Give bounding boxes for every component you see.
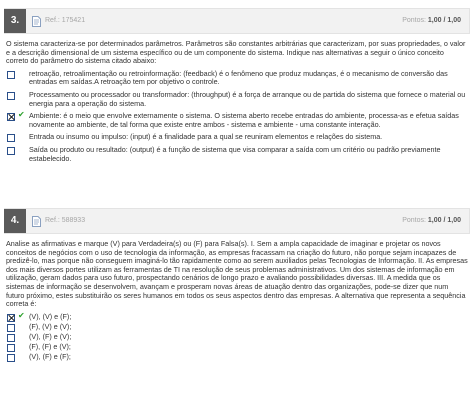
points-earned: 1,00 [427,216,442,224]
option-text: retroação, retroalimentação ou retroinformação: (feedback) é o fenômeno que produz mudanças, é o mecanismo de conversão das entradas em saídas.A retroação tem por objetivo o controle. [29,68,448,87]
option-text: Entrada ou insumo ou impulso: (input) é a finalidade para a qual se reuniram elementos e relações do sistema. [29,132,383,142]
answer-option[interactable] [4,333,468,342]
option-text: (F), (F) e (V); [29,341,71,351]
option-text: (V), (V) e (F); [29,311,72,321]
answer-checkbox-checked[interactable] [7,314,15,322]
points-total: / 1,00 [441,216,461,224]
question-header [4,8,470,34]
answer-checkbox[interactable] [7,354,15,362]
answer-checkbox[interactable] [7,92,15,100]
reference-id: Ref.: 175421 [45,16,86,24]
option-text: (V), (F) e (F); [29,351,71,361]
question-header [4,208,470,234]
answer-checkbox-checked[interactable] [7,113,15,121]
points [402,17,461,26]
points-total: / 1,00 [441,16,461,24]
question-number: 3. [4,9,26,33]
checkmark-icon: ✔ [18,310,25,320]
points-label: Pontos: [402,216,428,224]
answer-option[interactable] [4,343,468,352]
option-text: (V), (F) e (V); [29,331,72,341]
answer-option[interactable] [4,133,468,142]
answer-option[interactable] [4,146,468,163]
points [402,217,461,226]
answer-checkbox[interactable] [7,344,15,352]
answer-checkbox[interactable] [7,71,15,79]
question-statement: Analise as afirmativas e marque (V) para Verdadeira(s) ou (F) para Falsa(s). I. Sem a ampla capacidade de imaginar e projetar os novos conceitos de negócios com o uso de tecnologia da informação, as empresas fracassam na criação do futuro, não porque sejam incapazes de predizê-lo, mas porque não conseguem imaginá-lo tão rapidamente como ao serem auxiliados pelas Tecnologias de Informação. II. As empresas dos mais diversos portes utilizam as ferramentas de TI na resolução de seus problemas administrativos. Um dos sistemas de informação em utilização, geram dados para uso futuro, prospectando cenários de longo prazo e avaliando possibilidades diversas. III. A medida que os sistemas de informação se desenvolvem, avançam e prosperam novas áreas de atuação dentro das organizações, pode-se dizer que num futuro próximo, estes substituirão os seres humanos em todos os seus aspectos dentro das empresas. A alternativa que representa a sequência correta é: [6,239,468,309]
reference-id: Ref.: 588933 [45,216,86,224]
answer-checkbox[interactable] [7,334,15,342]
answer-option[interactable] [4,91,468,108]
answer-option[interactable] [4,70,468,87]
question-statement: O sistema caracteriza-se por determinados parâmetros. Parâmetros são constantes arbitrárias que caracterizam, por suas propriedades, o valor e a descrição dimensional de um sistema específico ou de um componente do sistema. Indique nas alternativas a seguir o único conceito correto do parâmetro do sistema citado abaixo: [6,39,466,66]
answer-option[interactable] [4,323,468,332]
answer-checkbox[interactable] [7,324,15,332]
answer-checkbox[interactable] [7,134,15,142]
answer-option-selected[interactable] [4,112,468,129]
answer-option-selected[interactable] [4,310,468,322]
document-icon [32,216,41,227]
option-text: Processamento ou processador ou transformador: (throughput) é a força de arranque ou de partida do sistema que fornece o material ou energia para a operação do sistema. [29,89,466,108]
answer-checkbox[interactable] [7,147,15,155]
option-text: Ambiente: é o meio que envolve externamente o sistema. O sistema aberto recebe entradas do ambiente, processa-as e efetua saídas novamente ao ambiente, de tal forma que existe entre ambos - sistema e ambiente - uma constante interação. [29,111,459,129]
checkmark-icon: ✔ [18,110,25,120]
question-number: 4. [4,209,26,233]
answer-option[interactable] [4,353,468,362]
question-4 [4,208,470,363]
points-label: Pontos: [402,16,428,24]
points-earned: 1,00 [427,16,442,24]
question-3 [4,8,470,165]
document-icon [32,16,41,27]
option-text: Saída ou produto ou resultado: (output) é a função de sistema que visa comparar a saída com um critério ou padrão previamente estabelecido. [29,145,441,163]
option-text: (F), (V) e (V); [29,321,72,331]
